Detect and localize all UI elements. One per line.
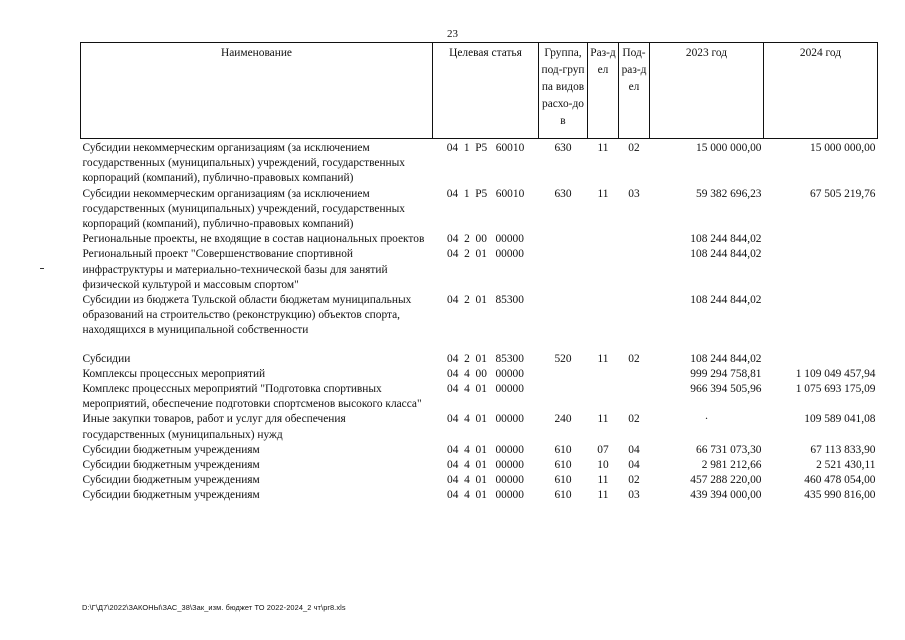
- row-group: [539, 293, 588, 339]
- row-name: Субсидии: [82, 352, 131, 365]
- row-amount-2024: [764, 232, 878, 247]
- row-target-code: 04 4 01 00000: [447, 413, 524, 426]
- row-group: 520: [554, 352, 572, 365]
- budget-table: [80, 42, 878, 504]
- row-section: [588, 367, 619, 382]
- row-target-code: 04 4 01 00000: [447, 443, 524, 456]
- row-name: Иные закупки товаров, работ и услуг для обеспечения государственных (муниципальных) нужд: [82, 413, 346, 441]
- row-subsection: 04: [628, 443, 640, 456]
- row-section: [588, 293, 619, 339]
- row-target-code: 04 4 01 00000: [447, 489, 524, 502]
- row-target-code: 04 4 00 00000: [447, 367, 524, 380]
- row-section: 11: [597, 413, 609, 426]
- table-row: [81, 443, 878, 458]
- row-subsection: [619, 382, 650, 412]
- row-name: Субсидии бюджетным учреждениям: [82, 459, 260, 472]
- scan-mark: [40, 268, 44, 269]
- header-target: Целевая статья: [433, 43, 539, 139]
- row-amount-2024: [764, 352, 878, 367]
- row-group: 240: [554, 413, 572, 426]
- header-row: [81, 43, 878, 139]
- row-amount-2023: 66 731 073,30: [696, 443, 762, 456]
- row-amount-2024: 2 521 430,11: [816, 459, 876, 472]
- row-subsection: 03: [628, 187, 640, 200]
- row-amount-2023: 15 000 000,00: [696, 142, 762, 154]
- row-amount-2024: 109 589 041,08: [804, 413, 876, 426]
- row-section: [588, 232, 619, 247]
- row-subsection: 02: [628, 474, 640, 487]
- row-amount-2023: 999 294 758,81: [690, 367, 762, 380]
- row-name: Комплекс процессных мероприятий "Подготовка спортивных мероприятий, обеспечение подготовки спортсменов высокого класса": [82, 383, 422, 411]
- row-target-code: 04 1 Р5 60010: [446, 187, 525, 200]
- row-group: 610: [554, 474, 572, 487]
- row-amount-2023: 108 244 844,02: [690, 233, 762, 246]
- row-amount-2023: 59 382 696,23: [696, 187, 762, 200]
- page-number: 23: [447, 28, 458, 40]
- row-amount-2023: 108 244 844,02: [690, 248, 762, 261]
- row-target-code: 04 2 00 00000: [447, 233, 524, 246]
- row-group: 610: [554, 489, 572, 502]
- row-subsection: [619, 293, 650, 339]
- row-group: 630: [554, 142, 572, 154]
- table-row: [81, 352, 878, 367]
- row-target-code: 04 1 Р5 60010: [446, 142, 525, 154]
- row-target-code: 04 4 01 00000: [447, 474, 524, 487]
- row-subsection: [619, 232, 650, 247]
- row-group: [539, 367, 588, 382]
- row-group: [539, 247, 588, 293]
- row-name: Комплексы процессных мероприятий: [82, 367, 266, 380]
- table-row: [81, 382, 878, 412]
- row-section: 11: [597, 474, 609, 487]
- spacer-row: [81, 339, 878, 352]
- row-subsection: 02: [628, 352, 640, 365]
- row-amount-2024: 435 990 816,00: [804, 489, 876, 502]
- row-name: Субсидии бюджетным учреждениям: [82, 474, 260, 487]
- row-section: [588, 382, 619, 412]
- row-subsection: 02: [628, 413, 640, 426]
- header-year-2024: 2024 год: [764, 43, 878, 139]
- row-subsection: 02: [628, 142, 640, 154]
- row-subsection: 03: [628, 489, 640, 502]
- row-subsection: 04: [628, 459, 640, 472]
- table-row: [81, 187, 878, 233]
- header-section: Раз-дел: [588, 43, 619, 139]
- row-amount-2024: 15 000 000,00: [810, 142, 876, 154]
- row-amount-2023: ·: [704, 413, 709, 426]
- row-amount-2024: 1 075 693 175,09: [795, 383, 876, 396]
- row-amount-2024: 67 505 219,76: [810, 187, 876, 200]
- table-row: [81, 458, 878, 473]
- file-path-footer: D:\Г\Д7\2022\ЗАКОНЫ\ЗАС_38\Зак_изм. бюджет ТО 2022-2024_2 чт\pr8.xls: [82, 603, 346, 612]
- row-group: [539, 382, 588, 412]
- table-row: [81, 293, 878, 339]
- row-name: Субсидии бюджетным учреждениям: [82, 443, 260, 456]
- row-name: Субсидии некоммерческим организациям (за исключением государственных (муниципальных) учреждений, государственных корпораций (компаний), публично-правовых компаний): [82, 142, 405, 185]
- header-subsection: Под-раз-дел: [619, 43, 650, 139]
- row-name: Субсидии некоммерческим организациям (за исключением государственных (муниципальных) учреждений, государственных корпораций (компаний), публично-правовых компаний): [82, 187, 405, 231]
- table-row: [81, 232, 878, 247]
- header-year-2023: 2023 год: [650, 43, 764, 139]
- row-amount-2023: 439 394 000,00: [690, 489, 762, 502]
- row-name: Региональный проект "Совершенствование спортивной инфраструктуры и материально-технической базы для занятий физической культурой и массовым спортом": [82, 248, 388, 291]
- row-target-code: 04 2 01 85300: [447, 352, 524, 365]
- header-group: Группа, под-группа видов расхо-дов: [539, 43, 588, 139]
- table-row: [81, 488, 878, 503]
- row-target-code: 04 4 01 00000: [447, 459, 524, 472]
- row-section: 11: [597, 352, 609, 365]
- table-row: [81, 473, 878, 488]
- row-amount-2024: [764, 293, 878, 339]
- row-amount-2023: 108 244 844,02: [690, 294, 762, 307]
- table-row: [81, 247, 878, 293]
- row-name: Субсидии бюджетным учреждениям: [82, 489, 260, 502]
- row-name: Субсидии из бюджета Тульской области бюджетам муниципальных образований на строительство (реконструкцию) объектов спорта, находящихся в муниципальной собственности: [82, 294, 412, 337]
- row-subsection: [619, 247, 650, 293]
- row-target-code: 04 4 01 00000: [447, 383, 524, 396]
- header-name: Наименование: [81, 43, 433, 139]
- row-section: 11: [597, 489, 609, 502]
- row-group: 610: [554, 459, 572, 472]
- row-section: [588, 247, 619, 293]
- row-amount-2023: 966 394 505,96: [690, 383, 762, 396]
- row-amount-2024: 67 113 833,90: [810, 443, 876, 456]
- row-group: [539, 232, 588, 247]
- row-target-code: 04 2 01 85300: [447, 294, 524, 307]
- row-section: 11: [597, 187, 609, 200]
- table-row: [81, 367, 878, 382]
- row-section: 10: [597, 459, 609, 472]
- row-target-code: 04 2 01 00000: [447, 248, 524, 261]
- row-name: Региональные проекты, не входящие в состав национальных проектов: [82, 233, 425, 246]
- row-amount-2024: 1 109 049 457,94: [795, 367, 876, 380]
- row-amount-2023: 457 288 220,00: [690, 474, 762, 487]
- row-amount-2024: [764, 247, 878, 293]
- row-group: 630: [554, 187, 572, 200]
- row-amount-2024: 460 478 054,00: [804, 474, 876, 487]
- table-row: [81, 139, 878, 187]
- row-section: 11: [597, 142, 609, 154]
- row-amount-2023: 2 981 212,66: [701, 459, 762, 472]
- row-group: 610: [554, 443, 572, 456]
- row-amount-2023: 108 244 844,02: [690, 352, 762, 365]
- table-row: [81, 412, 878, 442]
- row-subsection: [619, 367, 650, 382]
- row-section: 07: [597, 443, 609, 456]
